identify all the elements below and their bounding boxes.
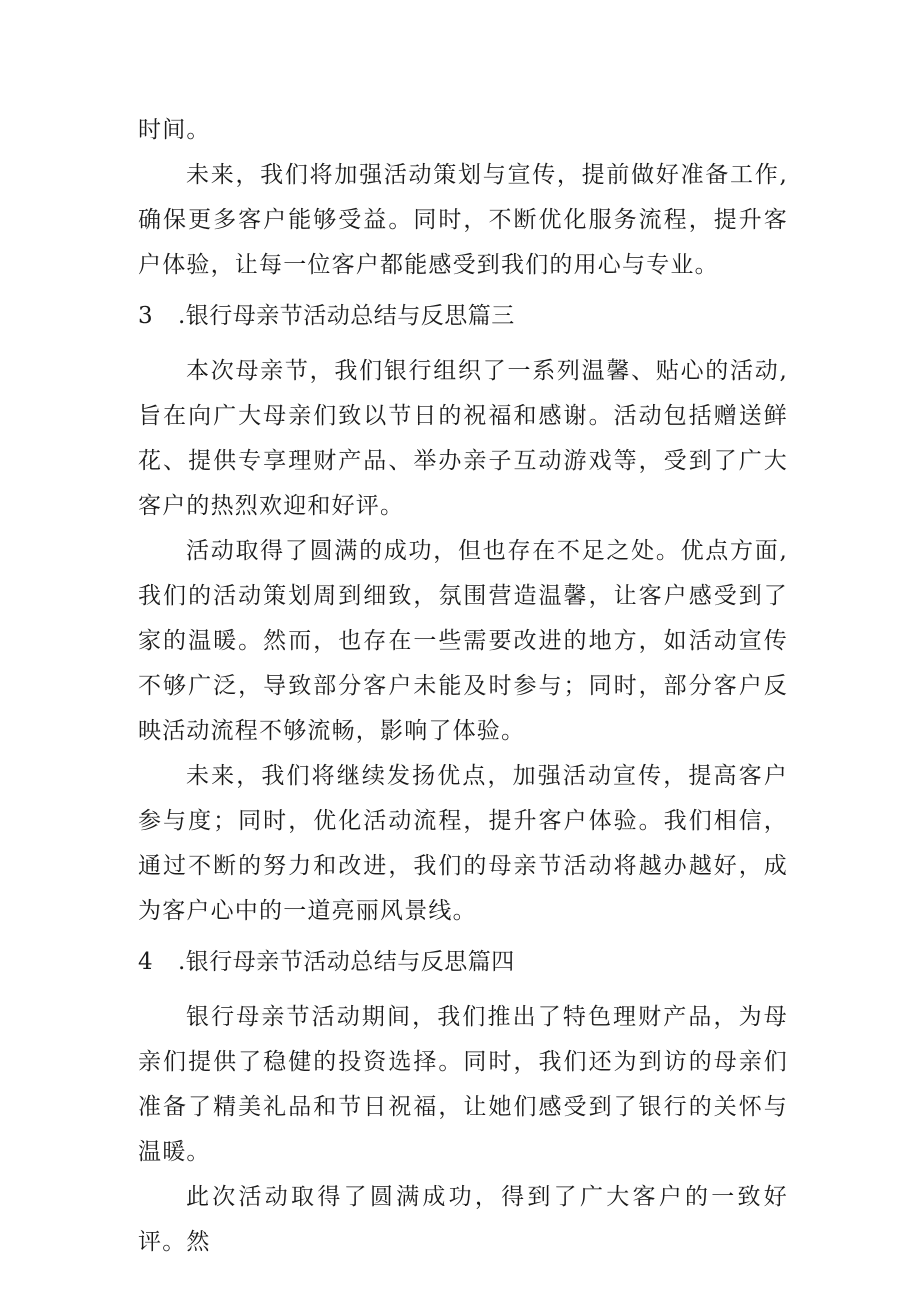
section-number: 4 (138, 949, 154, 975)
paragraph: 未来，我们将加强活动策划与宣传，提前做好准备工作,确保更多客户能够受益。同时，不断优化服务流程，提升客户体验，让每一位客户都能感受到我们的用心与专业。 (138, 162, 788, 278)
section-number: 3 (138, 303, 154, 329)
paragraph: 活动取得了圆满的成功，但也存在不足之处。优点方面,我们的活动策划周到细致，氛围营造温馨，让客户感受到了家的温暖。然而，也存在一些需要改进的地方，如活动宣传不够广泛，导致部分客户未能及时参与；同时，部分客户反映活动流程不够流畅，影响了体验。 (138, 538, 788, 744)
paragraph: 未来，我们将继续发扬优点，加强活动宣传，提高客户参与度；同时，优化活动流程，提升客户体验。我们相信，通过不断的努力和改进，我们的母亲节活动将越办越好，成为客户心中的一道亮丽风景线。 (138, 763, 788, 924)
paragraph: 此次活动取得了圆满成功，得到了广大客户的一致好评。然 (138, 1184, 788, 1255)
paragraph: 银行母亲节活动期间，我们推出了特色理财产品，为母亲们提供了稳健的投资选择。同时，我们还为到访的母亲们准备了精美礼品和节日祝福，让她们感受到了银行的关怀与温暖。 (138, 1004, 788, 1165)
section-title: .银行母亲节活动总结与反思篇三 (178, 303, 515, 329)
section-title: .银行母亲节活动总结与反思篇四 (178, 949, 515, 975)
document-body (138, 108, 788, 1265)
section-heading-4 (138, 940, 788, 985)
section-heading-3 (138, 294, 788, 339)
paragraph-continuation: 时间。 (138, 117, 211, 143)
paragraph: 本次母亲节，我们银行组织了一系列温馨、贴心的活动,旨在向广大母亲们致以节日的祝福和感谢。活动包括赠送鲜花、提供专享理财产品、举办亲子互动游戏等，受到了广大客户的热烈欢迎和好评。 (138, 358, 788, 519)
